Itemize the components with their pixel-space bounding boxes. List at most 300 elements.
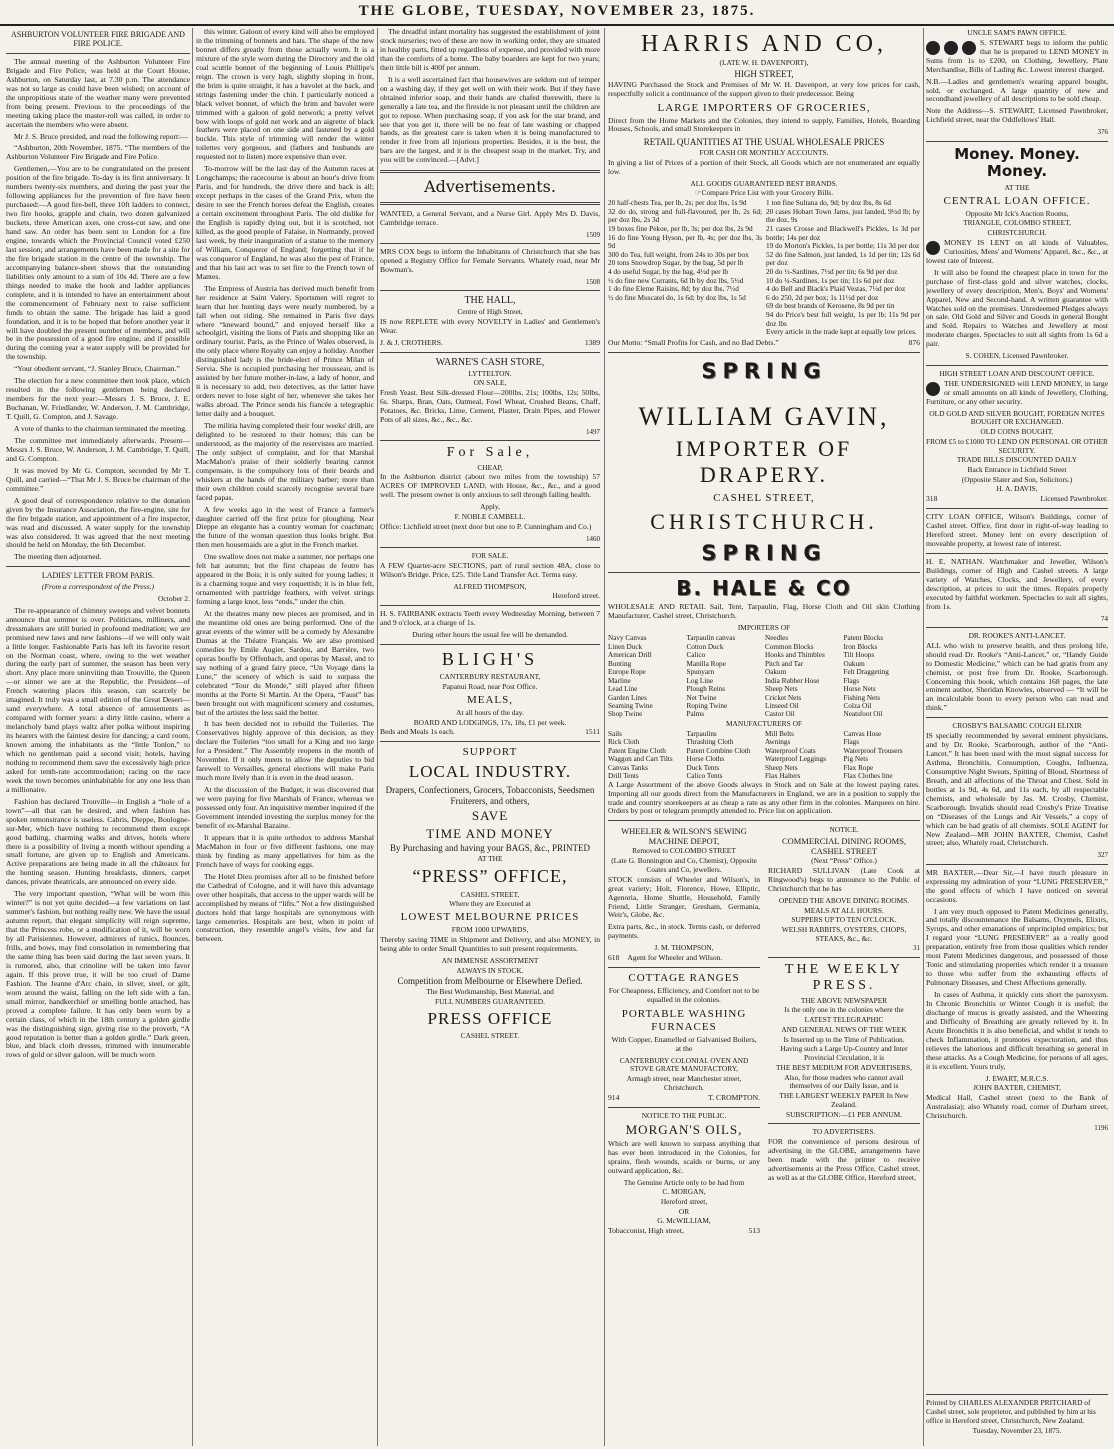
manufactured-item: Mill Belts <box>765 729 794 738</box>
christchurch: CHRISTCHURCH. <box>987 228 1047 238</box>
manufactured-item: Waterproof Leggings <box>765 755 827 764</box>
hale-manufacturers: MANUFACTURERS OF <box>725 718 803 728</box>
hall-sub: Centre of High Street, <box>457 307 523 317</box>
column-4 <box>608 28 920 1444</box>
rooke-title: DR. ROOKE'S ANTI-LANCET. <box>968 630 1066 640</box>
wheeler-title: WHEELER & WILSON'S SEWING MACHINE DEPOT, <box>621 826 747 847</box>
importer-item: Spunyarn <box>686 668 715 677</box>
forsale-body: In the Ashburton district (about two miles from the township) 57 ACRES OF IMPROVED LAND, with House, &c., &c., and a good well. The present owner is only anxious to sell through failing health. <box>380 472 600 500</box>
importer-item: Plough Reins <box>686 685 726 694</box>
wheeler-agent: Agent for Wheeler and Wilson. <box>627 953 723 963</box>
spring-banner: SPRING <box>701 358 827 383</box>
paragraph: A vote of thanks to the chairman terminated the meeting. <box>14 424 187 434</box>
paragraph: A good deal of correspondence relative to the donation given by the Insurance Association, the fire-engine, site for the fire brigade station, and appointment of a fire inspector, was read and discussed. A water supply for the township was also considered. It was agreed that the next meeting should be held on Monday, the 6th December. <box>6 495 190 550</box>
money-heading: Money. Money. Money. <box>954 144 1080 181</box>
portable-furnaces: PORTABLE WASHING FURNACES <box>621 1007 747 1033</box>
weekly-largest: THE LARGEST WEEKLY PAPER In New Zealand. <box>779 1091 909 1109</box>
price-item: 300 do Tea, full weight, from 24s to 30s per box <box>608 249 749 259</box>
ladies-letter-title: LADIES' LETTER FROM PARIS. <box>41 571 155 581</box>
manufactured-item: Calico Tents <box>686 772 723 781</box>
ad-number: 74 <box>1101 614 1108 623</box>
ad-number: 1508 <box>586 278 600 287</box>
harris-motto: Our Motto: “Small Profits for Cash, and no Bad Debts.” <box>608 337 779 347</box>
fire-brigade-article <box>6 58 190 563</box>
importer-item: Linseed Oil <box>765 702 799 710</box>
column-3 <box>380 28 600 1444</box>
hsl-trade: TRADE BILLS DISCOUNTED DAILY <box>956 455 1078 465</box>
bligh-board: BOARD AND LODGINGS, 17s, 18s, £1 per week. <box>413 717 567 727</box>
commercial-dining: COMMERCIAL DINING ROOMS, CASHEL STREET <box>781 836 907 857</box>
paragraph: One swallow does not make a summer, nor perhaps one felt hat autumn; but the first chapeau de feutre has appeared in the Bois; it is only suited for young ladies; it is a charming toque and very coquettish; it is in blue felt, ornamented with partridge feathers, with velvet strings forming a large knot, less “ends,” under the chin. <box>196 552 374 607</box>
price-item: 4 do Bell and Black's Plaid Vestas, 7½d per doz <box>766 284 906 294</box>
price-item: 16 do fine Young Hyson, per lb, 4s; per doz lbs, 3s 9d <box>608 232 762 251</box>
bligh-sub: CANTERBURY RESTAURANT, <box>439 672 541 682</box>
harris-direct: Direct from the Home Markets and the Colonies, they intend to supply, Families, Hotels, Boarding Houses, Schools, and small Storekeepers in <box>608 115 920 134</box>
column-4-right <box>768 825 920 1236</box>
paragraph: It is a well ascertained fact that housewives are seldom out of temper on a washing day, if they get well on with their work. But if they have obtained inferior soap, and their hands are chafed therewith, there is generally a late tea, and the fireside is not pleasant until the children are got to repose. When purchasing soap, if you ask for the star brand, and see that you get it, there will be no fear of late washing or chapped hands, as the greatest care is taken when it is being manufactured to render it free from all injurious properties. Besides, it is the best, the bars are the largest, and it is the cheapest soap in the market. Try, and you will be convinced.—[Advt.] <box>380 74 600 165</box>
harris-price-list-right <box>766 199 920 337</box>
price-item: 6 do 250, 2d per box; 1s 11½d per doz <box>766 292 879 302</box>
drapers-line: Drapers, Confectioners, Grocers, Tobacconists, Seedsmen Fruiterers, and others, <box>385 785 595 806</box>
ad-number: 1509 <box>586 231 600 240</box>
uncle-sam-title: UNCLE SAM'S PAWN OFFICE. <box>967 28 1067 37</box>
weekly-general: AND GENERAL NEWS OF THE WEEK <box>781 1024 907 1034</box>
hale-manufacturers-list <box>608 730 920 781</box>
column-5 <box>926 28 1108 1384</box>
manufactured-item: Thrashing Cloth <box>686 738 734 747</box>
hall-signature: J. & J. CROTHERS. <box>380 337 443 347</box>
forsale2-body: A FEW Quarter-acre SECTIONS, part of rural section 48A, close to Wilson's Bridge. Price, £25. Title Land Transfer Act. Terms easy. <box>380 560 600 579</box>
importer-item: India Rubber Hose <box>765 676 820 685</box>
baxter-letter-2: I am very much opposed to Patent Medicines generally, and totally discountenance the Balsams, Oxymels, Elixirs, Syrups, and other emanations of unprincipled empirics; but I regard your “LUNG PRESERVER” as a really good preparation, entirely free from those qualities which render most Patent Medicines dangerous, and possessed of those Tonic and stimulating properties which render it a treasure to those who suffer from the exhausting effects of Pulmonary Diseases, and Chest Affections generally. <box>926 906 1108 988</box>
importer-item: Fishing Nets <box>843 693 881 702</box>
paragraph: A few weeks ago in the west of France a farmer's daughter carried off the first prize for ploughing. Near Dieppe an elegante has a country woman for coachman; the future of the woman question thus looks bright. But then men housemaids are a glut in the French market. <box>196 504 374 550</box>
hsl-opposite: (Opposite Slater and Son, Solicitors.) <box>961 474 1073 484</box>
ad-number: 327 <box>1097 851 1108 860</box>
ad-number: 1511 <box>585 727 600 737</box>
ad-number: 618 <box>608 953 620 963</box>
importer-item: Cotton Duck <box>686 642 724 651</box>
manufactured-item: Waterproof Coats <box>765 746 816 755</box>
purchasing-line: By Purchasing and having your BAGS, &c., PRINTED <box>390 843 590 854</box>
price-item: 20 half-chests Tea, per lb, 2s; per doz lbs, 1s 9d <box>608 198 747 208</box>
manufactured-item: Waterproof Trousers <box>843 746 903 755</box>
manufactured-item: Drill Tents <box>608 772 639 781</box>
thereby-text: Thereby saving TIME in Shipment and Delivery, and also MONEY, in being able to order Small Quantities to suit present requirements. <box>380 934 600 953</box>
importer-item: American Drill <box>608 651 652 660</box>
weekly-subscription: SUBSCRIPTION:—£1 PER ANNUM. <box>785 1109 902 1119</box>
column-1 <box>6 28 190 1444</box>
harris-late: (LATE W. H. DAVENPORT), <box>719 58 809 68</box>
importer-item: Castor Oil <box>765 710 795 719</box>
importer-item: Roping Twine <box>686 702 728 710</box>
wheeler-signature: J. M. THOMPSON, <box>654 943 714 953</box>
central-opposite: Opposite Mr Ick's Auction Rooms, <box>965 208 1069 218</box>
price-item: ½ do fine new Currants, 6d lb by doz lbs, 5½d <box>608 275 744 285</box>
warne-place: LYTTELTON. <box>468 368 512 378</box>
baxter-letter: MR BAXTER,—Dear Sir,—I have much pleasure in expressing my admiration of your “LUNG PRESERVER,” the good effects of which I have noticed on several occasions. <box>926 867 1108 904</box>
paragraph: The very important question, “What will be worn this winter?” is not yet quite decided—a few variations on last summer's fashion, but nothing really new. We have the usual autumn report, that elegant simplicity will reign supreme, that the Princess robe, or a modification of it, will be worn by all Parisiennes. However, admirers of tunics, flounces, frills, and bows, may find consolation in remembering that the same thing has been said during the last seven years. It is rumored, also, that crinoline will be taken into favor again. If this prove true, it will be too cruel of Dame Fashion. The Jeanne d'Arc chain, in silver, steel, or gilt, worn around the waist, falling on the left side with a fan, small mirror, handkerchief or smelling bottle attached, has proved a complete failure. It has only been worn by a certain class, of which in the 18th century a golden girdle was the distinguishing sign, giving rise to the proverb, “A good reputation is better than a golden girdle.” Dark green, blue, and black cloth dresses, trimmed with innumerable rows of gold or silver galoon, will be much worn <box>6 889 190 1060</box>
wanted-ad: WANTED, a General Servant, and a Nurse Girl. Apply Mrs D. Davis, Cambridge terrace. <box>380 209 600 228</box>
manufactured-item: Sails <box>608 729 622 738</box>
bligh-meals: MEALS, <box>466 693 514 706</box>
hall-body: IS now REPLETE with every NOVELTY in Ladies' and Gentlemen's Wear. <box>380 316 600 335</box>
armagh-address: Armagh street, near Manchester street, Christchurch. <box>626 1074 742 1092</box>
price-item: 20 tons Snowdrop Sugar, by the bag, 5d per lb <box>608 258 744 268</box>
stewart-nb: N.B.—Ladies and gentlemen's wearing apparel bought, sold, or exchanged. A large quantity of new and secondhand jewellery of all descriptions to be sold cheap. <box>926 76 1108 104</box>
forsale2-signature: ALFRED THOMPSON, <box>453 581 527 591</box>
notice-public: NOTICE TO THE PUBLIC. <box>641 1110 727 1120</box>
crompton-signature: T. CROMPTON. <box>708 1092 760 1102</box>
pawnbroker-balls-icon <box>926 241 940 255</box>
manufactured-item: Patent Combine Cloth <box>686 746 751 755</box>
forsale-office: Office: Lichfield street (next door but one to P. Cunningham and Co.) <box>380 521 592 531</box>
importer-item: Net Twine <box>686 693 717 702</box>
manufactured-item: Awnings <box>765 738 791 747</box>
column-3-articles <box>380 28 600 165</box>
paragraph: The committee met immediately afterwards. Present—Messrs J. S. Bruce, W. Anderson, J. M. Cambridge, T. Quill, and G. Compton. <box>6 436 190 463</box>
forsale-cheap: CHEAP, <box>477 462 503 472</box>
importer-item: Hooks and Thimbles <box>765 651 825 660</box>
column-rule <box>923 28 924 1446</box>
cashel-footer: CASHEL STREET. <box>460 1031 520 1041</box>
ad-number: 513 <box>748 1226 760 1236</box>
manufactured-item: Patent Engine Cloth <box>608 746 666 755</box>
price-item: 10 do ¼-Sardines, 1s per tin; 11s 6d per doz <box>766 275 895 285</box>
advertisements-heading: Advertisements. <box>424 177 556 197</box>
hsl-coins: OLD COINS BOUGHT. <box>980 427 1054 437</box>
fairbank-note: During other hours the usual fee will be demanded. <box>412 630 568 640</box>
paragraph: Gentlemen,—You are to be congratulated on the present position of the fire brigade. To-day is its first anniversary. It numbers twenty-six members, and during the past year the following appliances for the prevention of fire have been purchased:—A good fire-bell, three 10ft ladders to connect, two fire hooks, grapple and chain, two dozen galvanized buckets, three American axes, one cross-cut saw, and one hand saw. An order has been sent to London for a fire engine, towards which the Provincial Council voted £250 last session; and arrangements have been made for a site for the fire brigade station in the centre of the township. The accompanying balance-sheet shows that the outstanding liabilities only amount to a sum of 10s 4d. There are a few things needed to make the hook and ladder appliances complete, and it is intended to have an entertainment about the commencement of February next to raise sufficient funds to obtain the same. The brigade has laid a good foundation, and it is to be hoped that before another year it will have doubled the present number of members, and will be in the possession of a good fire engine, and if possible during the coming year a water supply will be provided for the township. <box>6 164 190 362</box>
importer-item: Felt Draggeting <box>843 668 889 677</box>
importer-item: Navy Canvas <box>608 634 647 643</box>
sullivan-body: RICHARD SULLIVAN (Late Cook at Ringwood's) begs to announce to the Public of Christchurch that he has <box>768 865 920 893</box>
weekly-best-medium: THE BEST MEDIUM FOR ADVERTISERS, <box>776 1062 912 1072</box>
cottage-body: For Cheapness, Efficiency, and Comfort not to be equalled in the colonies. <box>608 985 760 1004</box>
importer-item: Manilla Rope <box>686 659 726 668</box>
forsale2-address: Hereford street. <box>552 591 600 601</box>
gavin-city: CHRISTCHURCH. <box>650 509 878 535</box>
canterbury-oven: CANTERBURY COLONIAL OVEN AND STOVE GRATE MANUFACTORY, <box>619 1055 749 1074</box>
harris-body: HAVING Purchased the Stock and Premises of Mr W. H. Davenport, at very low prices for cash, respectfully solicit a continuance of the support given to their predecessor. Being <box>608 79 920 98</box>
pawnbroker-balls-icon <box>926 41 976 55</box>
importer-item: Seaming Twine <box>608 702 653 710</box>
gavin-name: WILLIAM GAVIN, <box>638 401 890 431</box>
hale-importers: IMPORTERS OF <box>737 623 791 633</box>
importer-item: Shop Twine <box>608 710 643 719</box>
paragraph: The Hotel Dieu promises after all to be finished before the Cathedral of Cologne, and it will have this advantage over other hospitals, that access to the upper wards will be accomplished by means of “lifts.” Not a few distinguished doctors hold that large hospitals are synonymous with large cemeteries. Hospitals are best, when in point of construction, they resemble angel's visits, few and far between. <box>196 871 374 944</box>
bligh-beds: Beds and Meals 1s each. <box>380 727 455 737</box>
importer-item: Oakum <box>765 668 787 677</box>
crosby-title: CROSBY'S BALSAMIC COUGH ELIXIR <box>952 721 1082 731</box>
immense-assortment: AN IMMENSE ASSORTMENT <box>441 955 539 965</box>
morgan-genuine: The Genuine Article only to be had from <box>623 1177 745 1187</box>
weekly-also: Also, for those readers who cannot avail themselves of our Daily Issue, and is <box>784 1072 904 1091</box>
spring-banner: SPRING <box>701 541 827 566</box>
press-office-footer: PRESS OFFICE <box>427 1009 553 1029</box>
importer-item: Europe Rope <box>608 668 646 677</box>
at-the: AT THE <box>1004 182 1030 192</box>
importer-item: Linen Duck <box>608 642 643 651</box>
opened-line: OPENED THE ABOVE DINING ROOMS. <box>778 895 910 905</box>
time-money: TIME AND MONEY <box>426 825 554 841</box>
column-2 <box>196 28 374 1444</box>
forsale-signature: F. NOBLE CAMBELL. <box>454 512 526 521</box>
paragraph: To-morrow will be the last day of the Autumn races at Longchamps; the racecourse is about an hour's drive from Paris, and for hundreds, the drive there and back is all; except perhaps in the cases of the Grand Prix, when the desire to see the French horses defeat the English, creates a certain excitement throughout Paris. The old dislike for the English is rapidly dying out, but it is scotched, not killed, as the good people of Falaise, in Normandy, proved last week, by their inauguration of a statue to the memory of William, Conqueror of England; forgetting that if he was conqueror of England, he was also the pest of France, and that his last act was to set fire to the French town of Mantes. <box>196 164 374 281</box>
weekly-latest: LATEST TELEGRAPHIC <box>804 1015 884 1025</box>
press-executed: Where they are Executed at <box>449 899 531 909</box>
hale-importers-list <box>608 634 920 719</box>
rooke-body: ALL who wish to preserve health, and thus prolong life, should read Dr. Rooke's “Anti-Lancet,” or, “Handy Guide to Domestic Medicine,” which can be had gratis from any chemist, or post free from Dr. Rooke, Scarborough. Concerning this book, which contains 168 pages, the late eminent author, Sheridan Knowles, observed — “It will be an incalculable boon to every person who can read and think.” <box>926 640 1108 713</box>
at-the: AT THE <box>477 853 503 863</box>
manufactured-item: Duck Tents <box>686 763 720 772</box>
hale-title: B. HALE & CO <box>676 575 852 600</box>
paragraph: Fashion has declared Trouville—in English a “hole of a town”—all that can be desired, and when fashion has spoken remonstrance is useless. Cabris, Dieppe, Boulogne-sur-Mer, which have nothing to recommend them except good bathing, charming walks and drives, hotels where there is a possibility of living a month without spending a small fortune, are given up to English and Americans. Active preparations are being made in all the châteaux for the hunting season. Hunting breakfasts, dinners, carpet dances, private theatricals, are announced on every side. <box>6 796 190 887</box>
bligh-address: Papanui Road, near Post Office. <box>442 682 538 692</box>
stewart-note: Note the Address—S. STEWART, Licensed Pawnbroker, Lichfield street, near the Oddfellows' Hall. <box>926 106 1108 125</box>
warne-title: WARNE'S CASH STORE, <box>435 356 545 368</box>
paragraph: It appears that it is quite orthodox to address Marshal MacMahon in four or five different fashions, one may think by finding as many appellatives for him as the French have of ways for cooking eggs. <box>196 832 374 869</box>
importer-item: Tilt Hoops <box>843 651 875 660</box>
hale-body: WHOLESALE AND RETAIL Sail, Tent, Tarpaulin, Flag, Horse Cloth and Oil skin Clothing Manufacturer, Cashel street, Christchurch. <box>608 602 920 621</box>
morgan-g: G. McWILLIAM, <box>657 1216 711 1226</box>
ladies-letter-byline: (From a correspondent of the Press.) <box>41 581 155 591</box>
price-item: 69 do best brands of Kerosene, 8s 9d per tin <box>766 301 895 311</box>
harris-giving: In giving a list of Prices of a portion of their Stock, all Goods which are not enumerated are equally low. <box>608 157 920 176</box>
cohen-signature: S. COHEN, Licensed Pawnbroker. <box>965 351 1069 361</box>
wheeler-removed: Removed to COLOMBO STREET <box>632 846 736 856</box>
paragraph: The meeting then adjourned. <box>14 552 102 562</box>
importer-item: Horse Nets <box>843 685 876 694</box>
press-cashel-street: CASHEL STREET, <box>460 889 520 899</box>
manufactured-item: Sheep Nets <box>765 763 798 772</box>
paragraph: “Your obedient servant, “J. Stanley Bruce, Chairman.” <box>14 364 180 374</box>
importer-item: Common Blocks <box>765 642 814 651</box>
harris-price-list-left <box>608 199 762 337</box>
column-rule <box>377 28 378 1446</box>
importer-item: Palms <box>686 710 705 719</box>
baxter-letter-3: In cases of Asthma, it quickly cuts short the paroxysm. In Chronic Bronchitis or Winter Cough it is useful; the discharge of mucus is greatly assisted, and the Wheezing and Difficulty of Breathing are greatly relieved by it. In Acute Bronchitis it is also beneficial, and whilst it tends to check Inflammation, it promotes expectoration, and thus relieves the laborious and difficult breathing so general in these attacks. As a Cough Medicine, for persons of all ages, it is excellent. Yours truly, <box>926 990 1108 1071</box>
paragraph: The annual meeting of the Ashburton Volunteer Fire Brigade and Fire Police, was held at the Court House, Ashburton, on Saturday last, at 7.30 p.m. The attendance was not so large as could have been wished; on account of the unpropitious state of the weather many were prevented from being present. Previous to the proceedings of the meeting taking place the master-roll was called, in order to ascertain the members who were absent. <box>6 56 190 129</box>
importer-item: Cricket Nets <box>765 693 802 702</box>
harris-all-goods: ALL GOODS GUARANTEED BEST BRANDS. <box>690 178 838 188</box>
harris-price-list <box>608 199 920 337</box>
ad-number: 914 <box>608 1092 620 1102</box>
imprint <box>926 1390 1108 1437</box>
importer-item: Marline <box>608 676 631 685</box>
paragraph: At the theatres many new pieces are promised, and in the meantime old ones are being performed. One of the great events of the winter will be a comedy by Alexandre Dumas at the Théatre Français. We are also promised comedies by Emile Augier, Sardou, and Barrière, two operas bouffe by Offenbach, and operas by Massé, and to say nothing of a grand fairy piece, “Un Voyage dans la Lune,” the scenery of which is said to surpass the celebrated “Tour du Monde,” still played after fifteen months at the Porte St Martin. At the Opera, “Faust” has been brought out with magnificent scenery and costumes, but of the artistes the less said the better. <box>196 609 374 717</box>
paragraph: The Empress of Austria has derived much benefit from her residence at Saint Valery. Sportsmen will regret to learn that her hunting days were nearly numbered, by a fall when out riding. She remained in Paris five days where “kneward bound,” and enjoyed herself like a schoolgirl, visiting the lions of Paris and shopping like an ordinary tourist. Paris, as the Prince of Wales observed, is the only place where Royalty can enjoy a holiday. Another distinguished lady is the bride-elect of Prince Milan of Servia. She is occupied purchasing her trousseau, and is assisted by her future mother-in-law, a lady of honor, and it is necessary to add, two detectives, as the latter have orders never to lose sight of her, whenever she takes her walks abroad. The Prince sends his fiancée a telegraphic letter daily and a bouquet. <box>196 283 374 419</box>
local-industry: LOCAL INDUSTRY. <box>408 762 572 782</box>
paragraph: The militia having completed their four weeks' drill, are delighted to be restored to their homes; this can be understood, as the majority of the reservistes are married. The only subject of complaint, and for that Marshal MacMahon's praise of their soldierly bearing cannot compensate, is the compulsory loss of their beards and whiskers at the hands of the military barber; more than their own children could scarcely recognise several bare faced papas. <box>196 420 374 502</box>
manufactured-item: Pig Nets <box>843 755 869 764</box>
paragraph: It was moved by Mr G. Compton, seconded by Mr T. Quill, and carried—“That Mr J. S. Bruce be chairman of the committee.” <box>6 465 190 493</box>
from-1000: FROM 1000 UPWARDS, <box>451 925 529 935</box>
price-item: 19 boxes fine Pekoe, per lb, 3s; per doz lbs, 2s 9d <box>608 223 753 233</box>
portable-body: With Copper, Enamelled or Galvanised Boilers, at the <box>611 1034 757 1053</box>
importer-item: Oakum <box>843 659 865 668</box>
hsl-davis: H. A. DAVIS, <box>996 484 1038 494</box>
price-item: 4 do useful Sugar, by the bag, 4½d per lb <box>608 267 729 277</box>
imprint-date: Tuesday, November 23, 1875. <box>972 1425 1062 1435</box>
morgan-hereford: Hereford street, <box>660 1196 708 1206</box>
ad-number: 376 <box>1097 128 1108 137</box>
gavin-importer: IMPORTER OF DRAPERY. <box>675 436 853 488</box>
morgan-c: C. MORGAN, <box>662 1187 706 1197</box>
paragraph: The dreadful infant mortality has suggested the establishment of joint stock nurseries; two of these are now in working order, they are situated in healthy parts, fitted up regardless of expense, and provided with more than the comforts of a home. The baby boarders are kept for two years; their little bill is 400f per annum. <box>380 28 600 72</box>
save-heading: SAVE <box>471 808 509 824</box>
manufactured-item: Flags <box>843 738 860 747</box>
hale-footer: A Large Assortment of the above Goods always in Stock and on Sale at the lowest paying rates. Importing all our goods direct from the Manufacturers in England, we are in a position to supply the trade and country storekeepers at as cheap a rate as any other firm in the colonies. Marquees on hire. Orders by post or telegram promptly attended to. Price list on application. <box>608 779 920 816</box>
manufactured-item: Flax Rope <box>843 763 874 772</box>
paragraph: Mr J. S. Bruce presided, and read the following report:— <box>14 131 188 141</box>
price-item: 20 do ½-Sardines, 7½d per tin; 6s 9d per doz <box>766 267 898 277</box>
importer-item: Lead Line <box>608 685 638 694</box>
full-numbers: FULL NUMBERS GUARANTEED. <box>435 996 545 1006</box>
weekly-above: THE ABOVE NEWSPAPER <box>800 995 888 1005</box>
lowest-prices: LOWEST MELBOURNE PRICES <box>400 911 580 924</box>
importer-item: Neatsfoot Oil <box>843 710 883 719</box>
pawnbroker-balls-icon <box>926 382 940 396</box>
suppers-line: SUPPERS UP TO TEN O'CLOCK. <box>791 915 897 925</box>
ad-number: 31 <box>913 944 920 953</box>
to-advertisers-body: FOR the convenience of persons desirous of advertising in the GLOBE, arrangements have been made with the printer to receive advertisements at the Press Office, Cashel street, as well as at the GLOBE Office, Hereford street, <box>768 1137 920 1182</box>
harris-large-importers: LARGE IMPORTERS OF GROCERIES, <box>657 101 871 114</box>
paragraph: The re-appearance of chimney sweeps and velvet bonnets announce that summer is over. Politicians, milliners, and dressmakers are still buried in profound meditation; we are promised new laws and new fashions—if we will only wait a little longer. Fashionable Paris has left its favorite resort on the Norman coast, where, owing to the wet weather during the early part of summer, the season has been very short. Any place more uninviting than Trouville, the Queen—or sinner we are at the Republic, the President—of French watering places this season, can scarcely be imagined. It truly was a small edition of the Great Desert—sand everywhere. A total absence of amusements as compared with former years: a dirty little casino, where a melancholy band plays waltz after polka without inspiring its hearers with the faintest desire for dancing; a card room, known among the inhabitants as the “little Tonlon,” to which no gentleman paid a second visit; hotels, having nothing to recommend them save the excessively high price asked for tenth-rate accommodation; racing on the race week the town becomes uninhabitable for any one less than a millionaire. <box>6 605 190 794</box>
press-office-heading: “PRESS” OFFICE, <box>412 866 568 887</box>
central-body-2: It will also be found the cheapest place in town for the purchase of first-class gold and silver watches, clocks, jewellery of every description, Men's, Boys' and Womens' Apparel, New and Second-hand. A written guarantee with Watches sold on the premises. Unredeemed Pledges always on sale. Old Gold and Silver and Goods in general Bought and Sold. Repairs to Watches and Jewellery at most moderate charges. Spectacles to suit all sights from 1s 6d a pair. <box>926 267 1108 349</box>
always-in-stock: ALWAYS IN STOCK. <box>456 965 524 975</box>
manufactured-item: Flax Halters <box>765 772 801 781</box>
price-item: 32 do do, strong and full-flavoured, per lb, 2s 6d; per doz lbs, 2s 3d <box>608 206 762 225</box>
price-item: 1 ton fine Sultana do, 9d; by doz lbs, 8s 6d <box>766 198 891 208</box>
workmanship-line: The Best Workmanship, Best Material, and <box>426 986 554 996</box>
importer-item: Flags <box>843 676 860 685</box>
column-rule <box>604 28 605 1446</box>
masthead: THE GLOBE, TUESDAY, NOVEMBER 23, 1875. <box>0 0 1114 26</box>
bligh-title: BLIGH'S <box>441 649 539 670</box>
paragraph: It has been decided not to rebuild the Tuileries. The Conservatives highly approve of this decision, as they declare the Tuileries “too small for a King and too large for a President.” The Assembly reopens in the month of November. If it only meets to allow the deputies to bid farewell to Versailles, general elections will make Paris much more lively than it is even in the dead season. <box>196 719 374 783</box>
price-item: 20 cases Hobart Town Jams, just landed, 9½d lb; by the doz, 9s <box>766 206 920 225</box>
manufactured-item: Canvas Hose <box>843 729 882 738</box>
importer-item: Iron Blocks <box>843 642 878 651</box>
weekly-inserted: Is Inserted up to the Time of Publication. <box>783 1034 905 1044</box>
forsale-apply: Apply, <box>480 502 500 512</box>
stewart-body: S. STEWART begs to inform the public that he is prepared to LEND MONEY in Sums from 1s to £200, on Clothing, Jewellery, Plate Merchandise, Bills of Lading &c. Lowest interest charged. <box>926 37 1108 74</box>
baxter-hall: Medical Hall, Cashel street (next to the Bank of Australasia); also Whately road, corner of Durham street, Christchurch. <box>926 1093 1108 1121</box>
ad-number: 318 <box>926 494 938 504</box>
wheeler-late: (Late G. Bonnington and Co, Chemist), Opposite Coates and Co, jewellers. <box>611 856 757 874</box>
importer-item: Pitch and Tar <box>765 659 804 668</box>
harris-compare: ☞Compare Price List with your Grocery Bills. <box>694 188 834 198</box>
price-item: 19 do Morton's Pickles, 1s per bottle; 11s 3d per doz <box>766 241 920 251</box>
importer-item: Sheep Nets <box>765 685 798 694</box>
city-loan-ad: CITY LOAN OFFICE, Wilson's Buildings, corner of Cashel street. Office, first door in right-of-way leading to Hereford street. Money lent on every description of moveable property, at lowest rate of interest. <box>926 512 1108 549</box>
cottage-title: COTTAGE RANGES <box>628 972 740 985</box>
manufactured-item: Horse Cloths <box>686 755 725 764</box>
price-item: Every article in the trade kept at equally low prices. <box>766 327 917 337</box>
hsl-body: THE UNDERSIGNED will LEND MONEY, in large or small amounts on all kinds of Jewellery, Clothing, Furniture, or any other security. <box>926 378 1108 406</box>
manufactured-item: Canvas Tanks <box>608 763 648 772</box>
welsh-line: WELSH RABBITS, OYSTERS, CHOPS, STEAKS, &c., &c. <box>781 924 907 943</box>
bligh-hours: At all hours of the day. <box>456 707 524 717</box>
baxter-chemist: JOHN BAXTER, CHEMIST, <box>973 1083 1061 1093</box>
cox-ad: MRS COX begs to inform the Inhabitants of Christchurch that she has opened a Registry Office for Female Servants. Whately road, near Mr Bowman's. <box>380 247 600 275</box>
harris-cash: FOR CASH OR MONTHLY ACCOUNTS. <box>699 148 829 158</box>
harris-street: HIGH STREET, <box>734 69 794 80</box>
warne-sale: ON SALE, <box>473 378 507 388</box>
competition-line: Competition from Melbourne or Elsewhere Defied. <box>397 976 583 987</box>
paragraph: “Ashburton, 20th November, 1875. “The members of the Ashburton Volunteer Fire Brigade and Fire Police. <box>6 143 190 162</box>
ladies-letter-continued <box>196 28 374 944</box>
imprint-text: Printed by CHARLES ALEXANDER PRITCHARD of Cashel street, sole proprietor, and published by him at his office in Hereford street, Christchurch, New Zealand. <box>926 1398 1096 1425</box>
ad-number: 1389 <box>584 337 600 347</box>
fire-brigade-title: ASHBURTON VOLUNTEER FIRE BRIGADE AND FIRE POLICE. <box>11 30 185 49</box>
manufactured-item: Waggon and Cart Tilts <box>608 755 673 764</box>
nathan-ad: H. E. NATHAN. Watchmaker and Jeweller, Wilson's Buildings, corner of High and Cashel streets. A large variety of Watches, Clocks, and Jewellery, of every description, at prices to suit the times. Repairs properly executed by faithful workmen. Spectacles to suit all sights, from 1s. <box>926 556 1108 611</box>
wheeler-extra: Extra parts, &c., in stock. Terms cash, or deferred payments. <box>608 922 760 941</box>
harris-retail: RETAIL QUANTITIES AT THE USUAL WHOLESALE PRICES <box>643 137 885 148</box>
paragraph: The election for a new committee then took place, which resulted in the following gentlemen being declared members for the next year:—Messrs J. S. Bruce, J. E. Buchanan, W. Friedlander, W. Anderson, J. M. Cambridge, T. Quill, G. Compton, and J. Savage. <box>6 376 190 422</box>
commercial-next: (Next “Press” Office.) <box>811 856 877 866</box>
harris-title: HARRIS AND CO, <box>640 31 888 57</box>
manufactured-item: Tarpaulins <box>686 729 717 738</box>
to-advertisers-title: TO ADVERTISERS. <box>812 1127 876 1137</box>
weekly-circulation: Having such a Large Up-Country and Inter Provincial Circulation, it is <box>780 1044 908 1063</box>
meals-line: MEALS AT ALL HOURS. <box>804 905 884 915</box>
price-item: ½ do fine Muscatel do, 1s 6d; by doz lbs, 1s 5d <box>608 292 746 302</box>
weekly-only: Is the only one in the colonies where the <box>784 1005 904 1015</box>
importer-item: Calico <box>686 651 706 660</box>
importer-item: Garden Lines <box>608 693 647 702</box>
support-heading: SUPPORT <box>462 746 518 759</box>
morgan-tobacconist: Tobacconist, High street, <box>608 1226 684 1236</box>
price-item: 52 do fine Salmon, just landed, 1s 1d per tin; 12s 6d per doz <box>766 249 920 268</box>
morgan-body: Which are well known to surpass anything that has ever been introduced in the Colonies, for sprains, flesh wounds, scalds or burns, or any outward application, &c. <box>608 1138 760 1175</box>
manufactured-item: Flax Clothes line <box>843 772 893 781</box>
ladies-letter-article <box>6 607 190 1061</box>
price-item: 94 do Price's best full weight, 1s per lb; 11s 9d per doz lbs <box>766 310 920 328</box>
warne-body: Fresh Yeast. Best Silk-dressed Flour—200lbs, 21s; 100lbs, 12s; 50lbs, 6s. Sharps, Bran, Oats, Oatmeal, Fowl Wheat, Crushed Beans, Chaff, Potatoes, &c. Bricks, Lime, Cement, Plaster, Drain Pipes, and Flower Pots of all sizes, &c., &c., &c. <box>380 388 600 424</box>
paragraph: At the discussion of the Budget, it was discovered that we were paying for five Marshals of France, whereas we possessed only four. An inquisitive member inquired if the Government intended investing the surplus money for the benefit of ex-Marshal Bazaine. <box>196 785 374 830</box>
baxter-signature: J. EWART, M.R.C.S. <box>985 1073 1049 1083</box>
importer-item: Needles <box>765 634 789 643</box>
notice-title: NOTICE. <box>829 825 859 835</box>
price-item: 21 cases Crosse and Blackwell's Pickles, 1s 3d per bottle; 14s per doz <box>766 223 920 242</box>
forsale-title: For Sale, <box>446 445 534 461</box>
hsl-title: HIGH STREET LOAN AND DISCOUNT OFFICE. <box>939 369 1095 379</box>
central-body: MONEY IS LENT on all kinds of Valuables, Curiosities, Mens' and Womens' Apparel, &c., &c., at lowest rate of Interest. <box>926 237 1108 265</box>
ad-number: 1196 <box>1094 1123 1108 1132</box>
central-loan-title: CENTRAL LOAN OFFICE. <box>943 194 1091 207</box>
weekly-press-title: THE WEEKLY PRESS. <box>784 961 904 994</box>
hsl-licensed: Licensed Pawnbroker. <box>1040 494 1108 504</box>
column-rule <box>192 28 193 1446</box>
hsl-from: FROM £5 to £1000 TO LEND ON PERSONAL OR OTHER SECURITY. <box>926 436 1108 455</box>
morgan-or: OR <box>678 1206 690 1216</box>
manufactured-item: Rick Cloth <box>608 738 640 747</box>
importer-item: Bunting <box>608 659 632 668</box>
triangle-address: TRIANGLE, COLOMBO STREET, <box>963 218 1071 228</box>
column-4-left <box>608 825 760 1236</box>
ad-number: 1497 <box>586 427 600 436</box>
hall-title: THE HALL, <box>464 295 516 307</box>
importer-item: Patent Blocks <box>843 634 884 643</box>
gavin-street: CASHEL STREET, <box>713 492 815 505</box>
ad-number: 1460 <box>586 534 600 543</box>
importer-item: Tarpaulin canvas <box>686 634 736 643</box>
morgan-title: MORGAN'S OILS, <box>625 1122 743 1138</box>
